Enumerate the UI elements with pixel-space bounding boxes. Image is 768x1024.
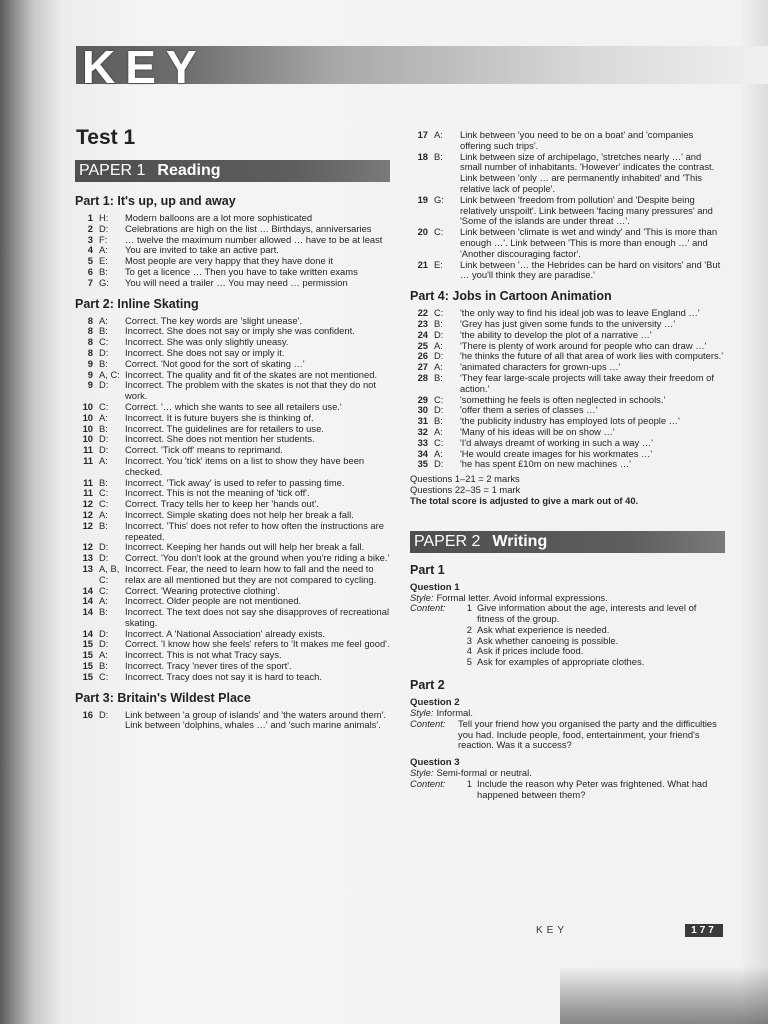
paper1-banner — [75, 160, 390, 182]
answer-explanation: Incorrect. A 'National Association' already exists. — [125, 627, 326, 639]
question-number: 14 — [82, 595, 93, 607]
question-number: 18 — [417, 150, 428, 162]
question-number: 11 — [83, 476, 93, 488]
answer-letter: D: — [434, 458, 444, 470]
answer-item — [75, 413, 390, 424]
left-column — [75, 194, 390, 731]
answer-letter: D: — [99, 627, 109, 639]
question-heading: Question 1 — [410, 581, 460, 593]
answer-explanation: 'the ability to develop the plot of a narrative …' — [460, 328, 652, 340]
answer-explanation: 'Grey has just given some funds to the university …' — [460, 317, 676, 329]
answer-letter: D: — [99, 541, 109, 553]
answer-explanation: Link between 'a group of islands' and 'the waters around them'. Link between 'dolphins, whales …' and 'such marine animals'. — [125, 708, 386, 731]
answer-explanation: 'he has spent £10m on new machines …' — [460, 458, 631, 470]
content-text: Tell your friend how you organised the party and the difficulties you had. Include people, food, entertainment, your friend's reaction. Was it a success? — [458, 717, 717, 751]
answer-letter: D: — [99, 708, 109, 720]
answer-item — [410, 459, 725, 470]
answer-explanation: Incorrect. She does not mention her students. — [125, 433, 315, 445]
question-number: 14 — [82, 606, 93, 618]
answer-explanation: Correct. Tracy tells her to keep her 'hands out'. — [125, 498, 319, 510]
answer-explanation: You will need a trailer … You may need … permission — [125, 276, 348, 288]
content-text: Ask whether canoeing is possible. — [477, 634, 619, 646]
question-number: 10 — [82, 422, 93, 434]
content-text: Ask what experience is needed. — [477, 623, 610, 635]
question-heading: Question 2 — [410, 697, 460, 709]
question-number: 23 — [417, 317, 428, 329]
answer-letter: D: — [434, 404, 444, 416]
answer-letter: D: — [99, 552, 109, 564]
answer-explanation: Incorrect. 'This' does not refer to how often the instructions are repeated. — [125, 519, 384, 542]
scoring-line: Questions 1–21 = 2 marks — [410, 473, 520, 485]
answer-explanation: Link between 'freedom from pollution' and 'Despite being relatively unspoilt'. Link between 'facing many pressures' and 'Some of the islands are under threat …'. — [460, 193, 713, 227]
content-text: Give information about the age, interests and level of fitness of the group. — [477, 602, 697, 625]
answer-letter: A: — [99, 244, 108, 256]
answer-letter: D: — [99, 222, 109, 234]
section-heading: Part 4: Jobs in Cartoon Animation — [410, 289, 612, 304]
answer-item — [75, 456, 390, 478]
question-number: 27 — [417, 361, 428, 373]
question-number: 34 — [417, 447, 428, 459]
answer-letter: A, C: — [99, 368, 120, 380]
answer-explanation: 'the only way to find his ideal job was to leave England …' — [460, 307, 700, 319]
question-number: 8 — [87, 314, 93, 326]
answer-explanation: 'Many of his ideas will be on show …' — [460, 425, 615, 437]
answer-letter: C: — [99, 487, 109, 499]
answer-letter: C: — [99, 584, 109, 596]
answer-explanation: Link between 'climate is wet and windy' and 'This is more than enough …'. Link between 'This is more than enough …' and 'Another discouraging factor'. — [460, 226, 718, 259]
question-number: 12 — [82, 519, 93, 531]
answer-explanation: Incorrect. The guidelines are for retailers to use. — [125, 422, 324, 434]
question-number: 17 — [417, 129, 428, 140]
style-value: Semi-formal or neutral. — [436, 767, 532, 779]
question-number: 8 — [87, 346, 93, 358]
question-number: 13 — [82, 552, 93, 564]
answer-letter: C: — [434, 307, 444, 319]
answer-letter: D: — [434, 328, 444, 340]
section-heading: Part 1: It's up, up and away — [75, 194, 236, 208]
answer-item — [410, 227, 725, 259]
answer-letter: C: — [434, 226, 444, 238]
content-label: Content: — [410, 778, 446, 790]
answer-letter: B: — [99, 519, 108, 531]
section-heading: Part 3: Britain's Wildest Place — [75, 690, 251, 705]
answer-letter: B: — [99, 265, 108, 277]
answer-letter: E: — [434, 258, 443, 270]
answer-explanation: Link between '… the Hebrides can be hard on visitors' and 'But … you'll think they are paradise.' — [460, 258, 721, 281]
question-number: 13 — [82, 562, 93, 574]
answer-letter: A: — [99, 411, 108, 423]
answer-letter: B: — [99, 606, 108, 618]
question-number: 14 — [82, 584, 93, 596]
answer-explanation: Incorrect. This is not the meaning of 'tick off'. — [125, 487, 310, 499]
answer-explanation: 'They fear large-scale projects will take away their freedom of action.' — [460, 371, 714, 394]
answer-letter: C: — [99, 336, 109, 348]
answer-letter: H: — [99, 212, 109, 223]
footer-key: KEY — [536, 925, 569, 936]
answer-explanation: Correct. 'I know how she feels' refers to 'It makes me feel good'. — [125, 638, 390, 650]
answer-explanation: Incorrect. She does not say or imply she was confident. — [125, 325, 355, 337]
answer-letter: B: — [434, 415, 443, 427]
question-number: 2 — [87, 222, 93, 234]
question-number: 9 — [87, 379, 93, 391]
question-number: 21 — [417, 258, 428, 270]
answer-explanation: 'something he feels is often neglected in schools.' — [460, 393, 666, 405]
content-number: 1 — [466, 778, 472, 790]
answer-letter: B: — [434, 150, 443, 162]
answer-item — [410, 373, 725, 395]
answer-explanation: Incorrect. The text does not say she disapproves of recreational skating. — [125, 606, 390, 628]
page-edge-shadow — [560, 966, 768, 1024]
question-number: 11 — [83, 444, 93, 456]
question-number: 14 — [82, 627, 93, 639]
answer-item — [75, 380, 390, 402]
question-number: 12 — [82, 541, 93, 553]
question-heading: Question 3 — [410, 757, 460, 769]
question-number: 8 — [87, 325, 93, 337]
question-number: 9 — [87, 368, 93, 380]
answer-explanation: 'he thinks the future of all that area of work lies with computers.' — [460, 350, 724, 362]
paper2-label: PAPER 2 — [414, 532, 481, 550]
answer-explanation: Incorrect. It is future buyers she is thinking of. — [125, 411, 314, 423]
answer-explanation: Correct. 'Tick off' means to reprimand. — [125, 444, 283, 456]
content-label — [410, 646, 458, 657]
section-gap — [75, 289, 390, 297]
content-point — [410, 779, 725, 801]
answer-explanation: Incorrect. Tracy does not say it is hard to teach. — [125, 670, 322, 682]
answer-item — [410, 438, 725, 449]
answer-item — [75, 607, 390, 629]
content-text: Ask for examples of appropriate clothes. — [477, 656, 645, 668]
question-number: 7 — [87, 276, 93, 288]
style-label: Style: — [410, 767, 434, 779]
answer-letter: A: — [99, 649, 108, 661]
answer-item — [75, 224, 390, 235]
answer-explanation: 'the publicity industry has employed lots of people …' — [460, 415, 680, 427]
answer-explanation: Correct. 'Wearing protective clothing'. — [125, 584, 281, 596]
answer-letter: D: — [99, 433, 109, 445]
answer-explanation: Correct. 'Not good for the sort of skating …' — [125, 357, 305, 369]
content-label — [410, 657, 458, 668]
answer-explanation: Incorrect. Keeping her hands out will help her break a fall. — [125, 541, 365, 553]
answer-letter: D: — [99, 379, 109, 391]
answer-letter: C: — [434, 393, 444, 405]
answer-explanation: You are invited to take an active part. — [125, 244, 279, 256]
answer-letter: E: — [99, 255, 108, 267]
question-number: 20 — [417, 226, 428, 238]
question-number: 19 — [417, 193, 428, 205]
answer-item — [410, 130, 725, 152]
answer-explanation: Incorrect. 'Tick away' is used to refer to passing time. — [125, 476, 345, 488]
question-number: 25 — [417, 339, 428, 351]
question-number: 10 — [82, 433, 93, 445]
answer-explanation: Correct. '… which she wants to see all retailers use.' — [125, 400, 342, 412]
question-number: 11 — [83, 454, 93, 466]
answer-explanation: … twelve the maximum number allowed … have to be at least — [125, 233, 383, 245]
answer-item — [75, 278, 390, 289]
page-number: 177 — [685, 924, 723, 937]
question-number: 6 — [87, 265, 93, 277]
answer-letter: D: — [434, 350, 444, 362]
answer-letter: A: — [99, 595, 108, 607]
answer-letter: B: — [99, 660, 108, 672]
content-number: 1 — [466, 602, 472, 614]
scoring-total: The total score is adjusted to give a mark out of 40. — [410, 494, 639, 506]
answer-explanation: 'He would create images for his workmates …' — [460, 447, 653, 459]
content-point — [410, 657, 725, 668]
question-number: 3 — [87, 233, 93, 245]
answer-letter: B: — [99, 422, 108, 434]
answer-letter: A: — [434, 361, 443, 373]
answer-letter: C: — [99, 670, 109, 682]
scoring-block — [410, 474, 725, 506]
question-number: 16 — [82, 708, 93, 720]
answer-explanation: Link between 'you need to be on a boat' and 'companies offering such trips'. — [460, 129, 694, 151]
answer-explanation: 'offer them a series of classes …' — [460, 404, 598, 416]
answer-explanation: Link between size of archipelago, 'stretches nearly …' and small number of inhabitants. 'However' indicates the contrast. Link between 'only … are permanently inhabited' and 'This relative lack of people'. — [460, 150, 715, 194]
paper1-title: Reading — [157, 162, 221, 179]
paper2-title: Writing — [492, 532, 548, 550]
answer-letter: A: — [99, 454, 108, 466]
question-number: 10 — [82, 400, 93, 412]
question-number: 22 — [417, 307, 428, 319]
answer-explanation: Incorrect. She was only slightly uneasy. — [125, 336, 289, 348]
question-number: 15 — [82, 660, 93, 672]
content-text: Ask if prices include food. — [477, 645, 584, 657]
scoring-line: Questions 22–35 = 1 mark — [410, 483, 521, 495]
part-heading: Part 1 — [410, 562, 445, 577]
answer-letter: F: — [99, 233, 108, 245]
answer-explanation: Incorrect. Fear, the need to learn how to fall and the need to relax are all mentioned but they are not compared to cycling. — [125, 562, 377, 585]
answer-item — [75, 521, 390, 543]
question-number: 35 — [417, 458, 428, 470]
answer-letter: A: — [99, 314, 108, 326]
question-number: 15 — [82, 638, 93, 650]
key-title: KEY — [82, 41, 207, 93]
answer-letter: D: — [99, 638, 109, 650]
answer-item — [410, 195, 725, 227]
answer-letter: A: — [99, 508, 108, 520]
style-label: Style: — [410, 591, 434, 603]
question-number: 11 — [83, 487, 93, 499]
content-label — [410, 625, 458, 636]
answer-explanation: Correct. 'You don't look at the ground when you're riding a bike.' — [125, 552, 390, 564]
question-number: 12 — [82, 508, 93, 520]
style-value: Formal letter. Avoid informal expressions. — [436, 591, 608, 603]
answer-explanation: Incorrect. The quality and fit of the skates are not mentioned. — [125, 368, 378, 380]
answer-letter: A: — [434, 129, 443, 140]
paper2-banner — [410, 531, 725, 553]
answer-letter: B: — [99, 357, 108, 369]
question-number: 15 — [82, 649, 93, 661]
style-value: Informal. — [436, 707, 473, 719]
question-number: 33 — [417, 436, 428, 448]
content-point — [410, 719, 725, 751]
content-number: 2 — [466, 623, 472, 635]
right-column — [410, 130, 725, 801]
answer-explanation: To get a licence … Then you have to take written exams — [125, 265, 358, 277]
content-number: 5 — [466, 656, 472, 668]
paper1-label: PAPER 1 — [79, 162, 146, 179]
question-number: 31 — [417, 415, 428, 427]
answer-letter: B: — [434, 371, 443, 383]
answer-letter: D: — [99, 346, 109, 358]
question-number: 9 — [87, 357, 93, 369]
answer-letter: D: — [99, 444, 109, 456]
answer-explanation: Incorrect. Older people are not mentioned. — [125, 595, 302, 607]
answer-letter: B: — [99, 476, 108, 488]
answer-explanation: Most people are very happy that they have done it — [125, 255, 333, 267]
answer-letter: C: — [99, 498, 109, 510]
section-gap — [75, 683, 390, 691]
question-number: 24 — [417, 328, 428, 340]
answer-explanation: 'There is plenty of work around for people who can draw …' — [460, 339, 707, 351]
content-number: 3 — [466, 634, 472, 646]
style-label: Style: — [410, 707, 434, 719]
answer-explanation: Modern balloons are a lot more sophisticated — [125, 212, 313, 223]
answer-letter: B: — [99, 325, 108, 337]
answer-item — [75, 710, 390, 732]
answer-letter: A: — [434, 339, 443, 351]
test-title: Test 1 — [76, 126, 136, 149]
answer-explanation: Incorrect. This is not what Tracy says. — [125, 649, 282, 661]
answer-explanation: Incorrect. You 'tick' items on a list to show they have been checked. — [125, 454, 365, 477]
answer-item — [410, 330, 725, 341]
part-heading: Part 2 — [410, 678, 445, 693]
answer-explanation: Incorrect. Tracy 'never tires of the sport'. — [125, 660, 292, 672]
answer-letter: C: — [99, 400, 109, 412]
answer-item — [75, 564, 390, 586]
answer-letter: A, B, C: — [99, 562, 120, 585]
question-number: 29 — [417, 393, 428, 405]
answer-explanation: Incorrect. The problem with the skates is not that they do not work. — [125, 379, 377, 402]
answer-letter: C: — [434, 436, 444, 448]
answer-letter: B: — [434, 317, 443, 329]
answer-item — [75, 672, 390, 683]
question-number: 30 — [417, 404, 428, 416]
answer-item — [410, 260, 725, 282]
answer-explanation: Incorrect. Simple skating does not help her break a fall. — [125, 508, 354, 520]
question-number: 5 — [87, 255, 93, 267]
answer-explanation: Incorrect. She does not say or imply it. — [125, 346, 285, 358]
answer-letter: G: — [434, 193, 444, 205]
question-number: 10 — [82, 411, 93, 423]
content-text: Include the reason why Peter was frightened. What had happened between them? — [477, 778, 708, 800]
question-number: 32 — [417, 425, 428, 437]
question-number: 1 — [87, 212, 93, 223]
content-label: Content: — [410, 717, 446, 729]
content-label — [410, 636, 458, 647]
section-heading: Part 2: Inline Skating — [75, 296, 199, 311]
question-number: 26 — [417, 350, 428, 362]
answer-letter: A: — [434, 447, 443, 459]
content-label: Content: — [410, 602, 446, 614]
question-number: 8 — [87, 336, 93, 348]
answer-item — [410, 152, 725, 195]
answer-letter: G: — [99, 276, 109, 288]
answer-letter: A: — [434, 425, 443, 437]
question-number: 28 — [417, 371, 428, 383]
section-gap — [410, 281, 725, 289]
question-number: 4 — [87, 244, 93, 256]
answer-explanation: Celebrations are high on the list … Birthdays, anniversaries — [125, 222, 372, 234]
content-number: 4 — [466, 645, 472, 657]
answer-explanation: 'animated characters for grown-ups …' — [460, 361, 621, 373]
answer-item — [75, 359, 390, 370]
answer-explanation: 'I'd always dreamt of working in such a way …' — [460, 436, 653, 448]
content-point — [410, 603, 725, 625]
question-number: 12 — [82, 498, 93, 510]
writing-section — [410, 563, 725, 801]
answer-explanation: Correct. The key words are 'slight unease'. — [125, 314, 302, 326]
question-number: 15 — [82, 670, 93, 682]
